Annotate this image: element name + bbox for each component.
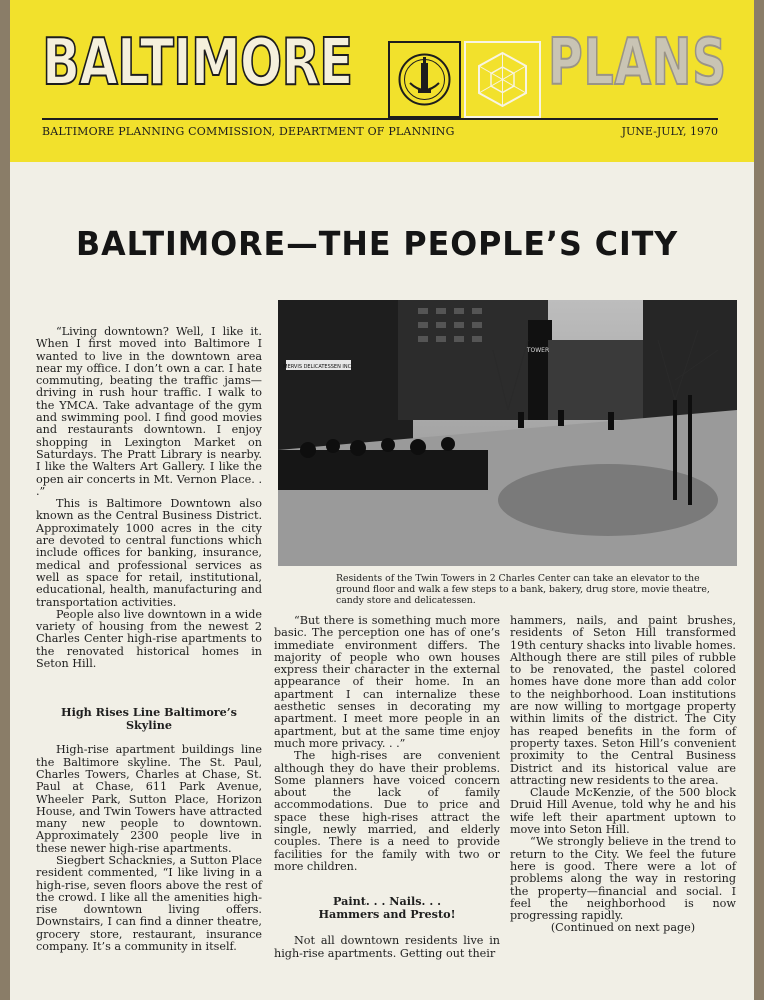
continued-notice: (Continued on next page) (550, 921, 696, 935)
paragraph: “But there is something much more basic. The perception one has of one’s immediate environment differs. The majority of people who own houses express their character in the external appearance of their home. In an apartment I can internalize these aesthetic senses in decorating my apartment. I meet more people in an apartment, but at the same time enjoy much more privacy. . .” (274, 614, 500, 750)
page-headline: BALTIMORE—THE PEOPLE’S CITY (76, 224, 679, 263)
issue-date: JUNE-JULY, 1970 (621, 125, 718, 138)
city-seal-icon (388, 41, 461, 118)
paragraph: The high-rises are convenient although they do have their problems. Some planners have voiced concern about the lack of family accommodations. Due to price and space these high-rises attract the single, newly married, and elderly couples. There is a need to provide facilities for the family with two or more children. (274, 749, 500, 873)
paragraph: Claude McKenzie, of the 500 block Druid Hill Avenue, told why he and his wife left their apartment uptown to move into Seton Hill. (510, 786, 736, 837)
masthead-title-baltimore: BALTIMORE (42, 26, 353, 100)
paragraph: High-rise apartment buildings line the Baltimore skyline. The St. Paul, Charles Towers, Charles at Chase, St. Paul at Chase, 611 Park Avenue, Wheeler Park, Sutton Place, Horizon House, and Twin Towers have attracted many new people to downtown. Approximately 2300 people live in these newer high-rise apartments. (36, 743, 262, 855)
twin-towers-plaza-photo (278, 300, 737, 566)
deli-sign: MERVIS DELICATESSEN INC. (283, 364, 353, 370)
section-heading-high-rises: High Rises Line Baltimore’s Skyline (61, 705, 237, 733)
photo-caption: Residents of the Twin Towers in 2 Charles Center can take an elevator to the ground floor and walk a few steps to a bank, bakery, drug store, movie theatre, candy store and delicatessen. (336, 573, 710, 607)
article-column-2 (274, 615, 500, 960)
paragraph: “We strongly believe in the trend to return to the City. We feel the future here is good. There were a lot of problems along the way in restoring the property—financial and social. I feel the neighborhood is now progressing rapidly. (510, 835, 736, 923)
tower-sign: TOWER (526, 347, 550, 354)
masthead-title-plans: PLANS (548, 26, 727, 100)
article-column-3 (510, 615, 736, 935)
paragraph: “Living downtown? Well, I like it. When I first moved into Baltimore I wanted to live in the downtown area near my office. I don’t own a car. I hate commuting, beating the traffic jams—driving in rush hour traffic. I walk to the YMCA. Take advantage of the gym and swimming pool. I find good movies and restaurants downtown. I enjoy shopping in Lexington Market on Saturdays. The Pratt Library is nearby. I like the Walters Art Gallery. I like the open air concerts in Mt. Vernon Place. . .” (36, 325, 262, 498)
masthead-rule (42, 118, 718, 120)
paragraph: This is Baltimore Downtown also known as the Central Business District. Approximately 1000 acres in the city are devoted to central functions which include offices for banking, insurance, medical and professional services as well as space for retail, institutional, educational, health, manufacturing and transportation activities. (36, 497, 262, 609)
masthead-publisher: BALTIMORE PLANNING COMMISSION, DEPARTMENT OF PLANNING (42, 125, 455, 138)
masthead (10, 0, 754, 162)
paragraph: People also live downtown in a wide variety of housing from the newest 2 Charles Center high-rise apartments to the renovated historical homes in Seton Hill. (36, 607, 262, 671)
hexagon-cube-icon (464, 41, 541, 118)
paragraph: hammers, nails, and paint brushes, residents of Seton Hill transformed 19th century shacks into livable homes. Although there are still piles of rubble to be renovated, the pastel colored homes have done more than add color to the neighborhood. Loan institutions are now willing to mortgage property within limits of the district. The City has reaped benefits in the form of property taxes. Seton Hill’s convenient proximity to the Central Business District and its historical value are attracting new residents to the area. (510, 614, 736, 787)
paragraph: Siegbert Schacknies, a Sutton Place resident commented, “I like living in a high-rise, seven floors above the rest of the crowd. I like all the amenities high-rise downtown living offers. Downstairs, I can find a dinner theatre, grocery store, restaurant, insurance company. It’s a community in itself. (36, 853, 262, 954)
newsletter-page (10, 0, 754, 1000)
article-column-1 (36, 326, 262, 953)
section-heading-paint-nails: Paint. . . Nails. . . Hammers and Presto! (318, 894, 456, 922)
paragraph: Not all downtown residents live in high-rise apartments. Getting out their (274, 934, 500, 960)
